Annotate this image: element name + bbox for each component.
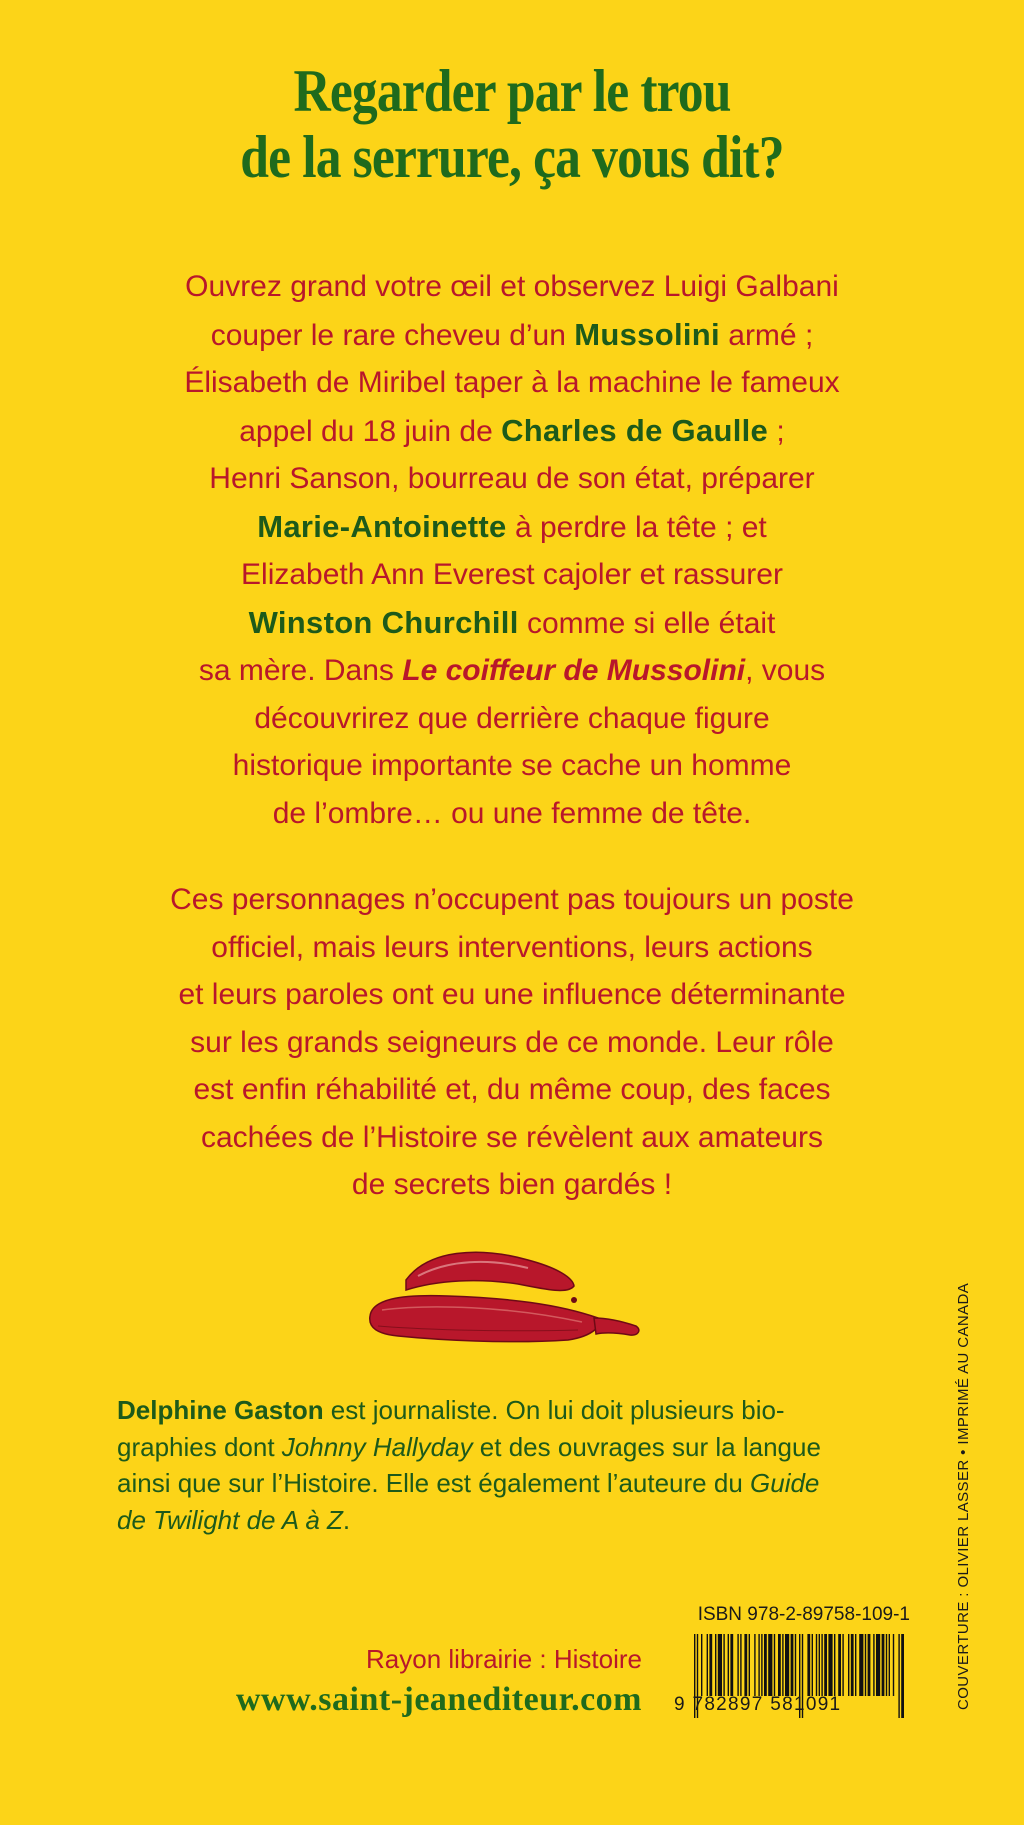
- cover-credit: COUVERTURE : OLIVIER LASSER • IMPRIMÉ AU CANADA: [955, 1282, 972, 1710]
- barcode-bar: [868, 1634, 871, 1696]
- blurb2-line: sur les grands seigneurs de ce monde. Leur rôle: [190, 1025, 834, 1059]
- barcode-bar: [855, 1634, 856, 1696]
- name-mussolini: Mussolini: [574, 316, 720, 352]
- barcode-bar: [824, 1634, 827, 1696]
- barcode-bar: [812, 1634, 813, 1696]
- name-marie-antoinette: Marie-Antoinette: [257, 508, 507, 544]
- barcode-bar: [764, 1634, 767, 1696]
- barcode-bar: [728, 1634, 729, 1696]
- blurb1-line: Ouvrez grand votre œil et observez Luigi Galbani: [185, 270, 839, 303]
- author-bio-line: graphies dont Johnny Hallyday et des ouvrages sur la langue: [117, 1431, 821, 1462]
- headline-line-2: de la serrure, ça vous dit?: [240, 124, 784, 190]
- barcode-bar: [848, 1634, 849, 1696]
- blurb2-line: est enfin réhabilité et, du même coup, des faces: [193, 1073, 831, 1106]
- barcode-bar: [749, 1634, 750, 1696]
- author-bio: [117, 1392, 917, 1538]
- barcode-bar: [889, 1634, 890, 1696]
- isbn-label: ISBN 978-2-89758-109-1: [697, 1604, 910, 1625]
- blurb1-line: couper le rare cheveu d’un Mussolini armé ;: [210, 316, 814, 352]
- straight-razor-icon: [368, 1238, 658, 1348]
- author-bio-line: de Twilight de A à Z.: [117, 1504, 351, 1535]
- blurb2-line: de secrets bien gardés !: [351, 1168, 673, 1201]
- blurb2-line: cachées de l’Histoire se révèlent aux amateurs: [201, 1120, 823, 1154]
- barcode-bar: [886, 1634, 887, 1696]
- barcode-bar: [795, 1634, 796, 1696]
- headline: [72, 58, 953, 190]
- barcode-bar: [723, 1634, 724, 1696]
- blurb1-line: sa mère. Dans Le coiffeur de Mussolini, vous: [198, 654, 826, 687]
- barcode-digits: 9 782897 581091: [674, 1694, 842, 1715]
- author-bio-line: Delphine Gaston est journaliste. On lui doit plusieurs bio-: [117, 1395, 785, 1425]
- barcode-bar: [842, 1634, 843, 1696]
- barcode-bar: [791, 1634, 794, 1696]
- barcode-bar: [701, 1634, 702, 1696]
- barcode-bar: [761, 1634, 762, 1696]
- barcode-bar: [778, 1634, 781, 1696]
- publisher-website[interactable]: www.saint-jeanediteur.com: [236, 1681, 642, 1718]
- blurb2-line: et leurs paroles ont eu une influence déterminante: [178, 978, 846, 1011]
- barcode-bar: [859, 1634, 863, 1696]
- barcode-bar: [816, 1634, 817, 1696]
- barcode-bar: [709, 1634, 712, 1696]
- blurb1-line: Elizabeth Ann Everest cajoler et rassurer: [241, 558, 783, 591]
- blurb1-line: Élisabeth de Miribel taper à la machine le fameux: [184, 366, 840, 399]
- blurb1-line: appel du 18 juin de Charles de Gaulle ;: [239, 412, 785, 448]
- blurb1-line: Winston Churchill comme si elle était: [248, 604, 776, 640]
- blurb1-line: découvrirez que derrière chaque figure: [254, 701, 770, 735]
- headline-line-1: Regarder par le trou: [293, 58, 731, 124]
- barcode-bar: [758, 1634, 759, 1696]
- name-winston-churchill: Winston Churchill: [248, 604, 519, 640]
- barcode-bar: [768, 1634, 772, 1696]
- blurb-paragraph-1: [100, 263, 924, 837]
- barcode-bar: [774, 1634, 775, 1696]
- blurb1-line: de l’ombre… ou une femme de tête.: [272, 796, 752, 830]
- barcode-bar: [834, 1634, 835, 1696]
- name-charles-de-gaulle: Charles de Gaulle: [501, 412, 769, 448]
- blurb1-line: Marie-Antoinette à perdre la tête ; et: [257, 508, 767, 544]
- shelf-category: Rayon librairie : Histoire: [366, 1644, 642, 1674]
- blurb2-line: Ces personnages n’occupent pas toujours un poste: [170, 883, 854, 916]
- blurb1-line: historique importante se cache un homme: [232, 749, 792, 782]
- barcode-bar: [838, 1634, 841, 1696]
- author-name: Delphine Gaston: [117, 1395, 324, 1425]
- barcode-bar: [754, 1634, 755, 1696]
- book-title: Le coiffeur de Mussolini: [402, 654, 746, 687]
- barcode-bar: [718, 1634, 722, 1696]
- barcode-bar: [882, 1634, 885, 1696]
- barcode-bar: [893, 1634, 894, 1696]
- barcode-bar: [807, 1634, 810, 1696]
- blurb2-line: officiel, mais leurs interventions, leurs actions: [211, 930, 813, 964]
- barcode-bar: [819, 1634, 820, 1696]
- barcode-bar: [740, 1634, 741, 1696]
- barcode-bar: [865, 1634, 866, 1696]
- barcode-bar: [744, 1634, 747, 1696]
- barcode-bar: [715, 1634, 716, 1696]
- barcode-bar: [828, 1634, 832, 1696]
- barcode-bar: [873, 1634, 874, 1696]
- barcode-bar: [782, 1634, 783, 1696]
- author-bio-line: ainsi que sur l’Histoire. Elle est également l’auteure du Guide: [117, 1468, 820, 1498]
- barcode-bar: [821, 1634, 822, 1696]
- barcode-bar: [876, 1634, 880, 1696]
- blurb-paragraph-2: [100, 876, 924, 1209]
- barcode-bar: [737, 1634, 738, 1696]
- barcode-bar: [730, 1634, 733, 1696]
- barcode-bar: [785, 1634, 789, 1696]
- blurb1-line: Henri Sanson, bourreau de son état, préparer: [209, 462, 815, 495]
- barcode-bar: [851, 1634, 854, 1696]
- barcode-bar: [707, 1634, 708, 1696]
